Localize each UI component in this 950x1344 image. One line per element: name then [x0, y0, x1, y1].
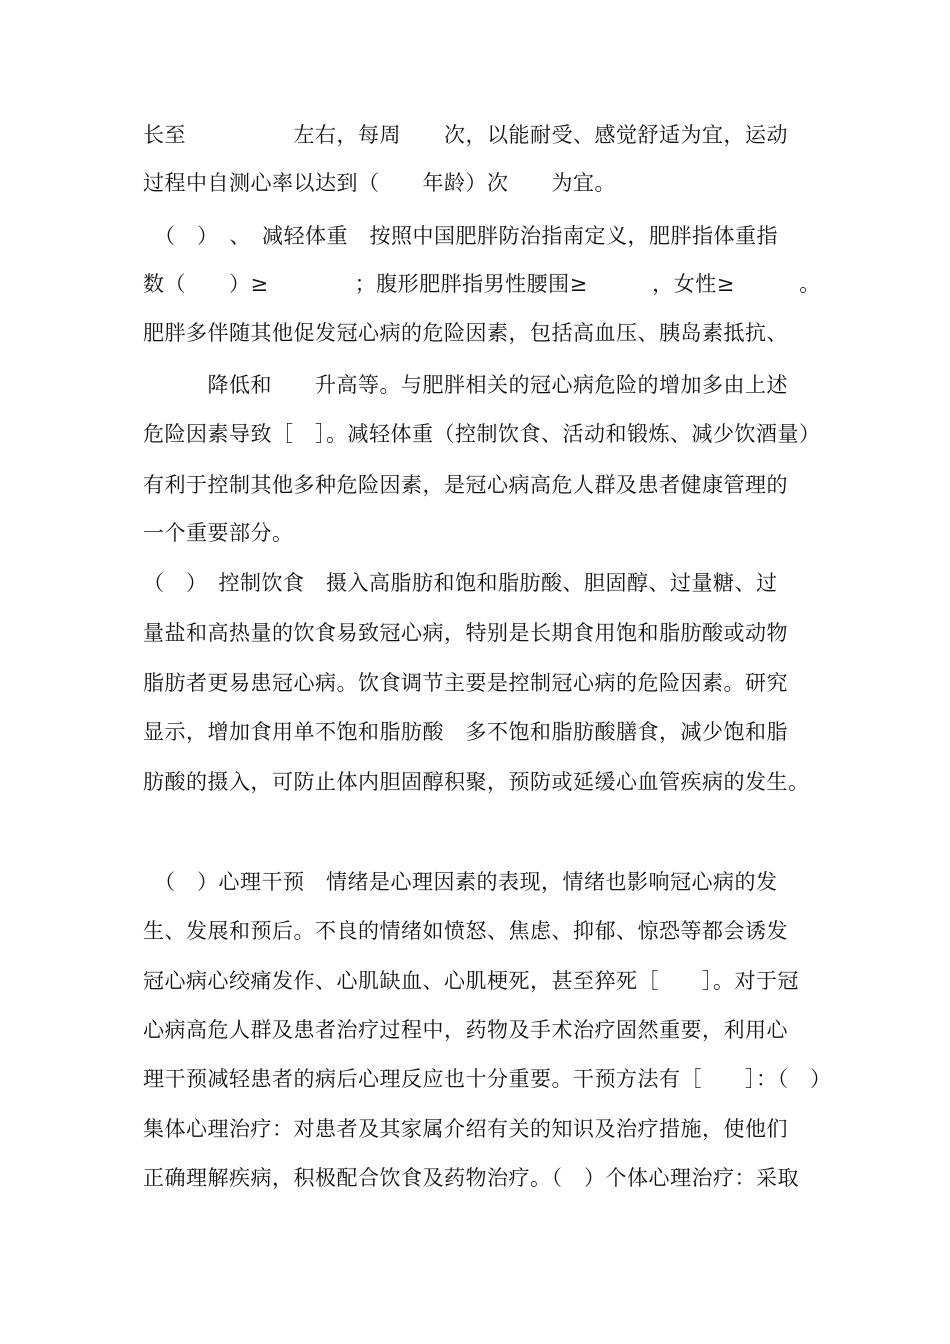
text-line: 数（ ）≥ ；腹形肥胖指男性腰围≥ ，女性≥ 。 — [143, 272, 821, 296]
text-line: 肥胖多伴随其他促发冠心病的危险因素，包括高血压、胰岛素抵抗、 — [143, 321, 788, 345]
text-line: 显示，增加食用单不饱和脂肪酸 多不饱和脂肪酸膳食，减少饱和脂 — [143, 720, 788, 744]
text-line: 理干预减轻患者的病后心理反应也十分重要。干预方法有［ ］：（ ） — [143, 1067, 832, 1091]
text-line: （ ） 、 减轻体重 按照中国肥胖防治指南定义，肥胖指体重指 — [143, 224, 778, 248]
text-line: 脂肪者更易患冠心病。饮食调节主要是控制冠心病的危险因素。研究 — [143, 671, 788, 695]
text-line: 生、发展和预后。不良的情绪如愤怒、焦虑、抑郁、惊恐等都会诱发 — [143, 919, 788, 943]
text-line: 肪酸的摄入，可防止体内胆固醇积聚，预防或延缓心血管疾病的发生。 — [143, 770, 810, 794]
text-line: 一个重要部分。 — [143, 521, 294, 545]
text-line: 过程中自测心率以达到（ 年龄）次 为宜。 — [143, 171, 616, 195]
text-line: 冠心病心绞痛发作、心肌缺血、心肌梗死，甚至猝死［ ］。对于冠 — [143, 969, 799, 993]
text-line: 量盐和高热量的饮食易致冠心病，特别是长期食用饱和脂肪酸或动物 — [143, 621, 788, 645]
text-line: 危险因素导致［ ］。减轻体重（控制饮食、活动和锻炼、减少饮酒量） — [143, 422, 821, 446]
text-line: 长至 左右，每周 次，以能耐受、感觉舒适为宜，运动 — [143, 123, 788, 147]
text-line: 正确理解疾病，积极配合饮食及药物治疗。（ ）个体心理治疗：采取 — [143, 1166, 799, 1190]
text-line: 降低和 升高等。与肥胖相关的冠心病危险的增加多由上述 — [143, 373, 788, 397]
text-line: 心病高危人群及患者治疗过程中，药物及手术治疗固然重要，利用心 — [143, 1018, 788, 1042]
text-line: （ ）心理干预 情绪是心理因素的表现，情绪也影响冠心病的发 — [143, 870, 778, 894]
text-line: 集体心理治疗：对患者及其家属介绍有关的知识及治疗措施，使他们 — [143, 1117, 788, 1141]
text-line: （ ） 控制饮食 摄入高脂肪和饱和脂肪酸、胆固醇、过量糖、过 — [143, 571, 778, 595]
text-line: 有利于控制其他多种危险因素，是冠心病高危人群及患者健康管理的 — [143, 473, 788, 497]
